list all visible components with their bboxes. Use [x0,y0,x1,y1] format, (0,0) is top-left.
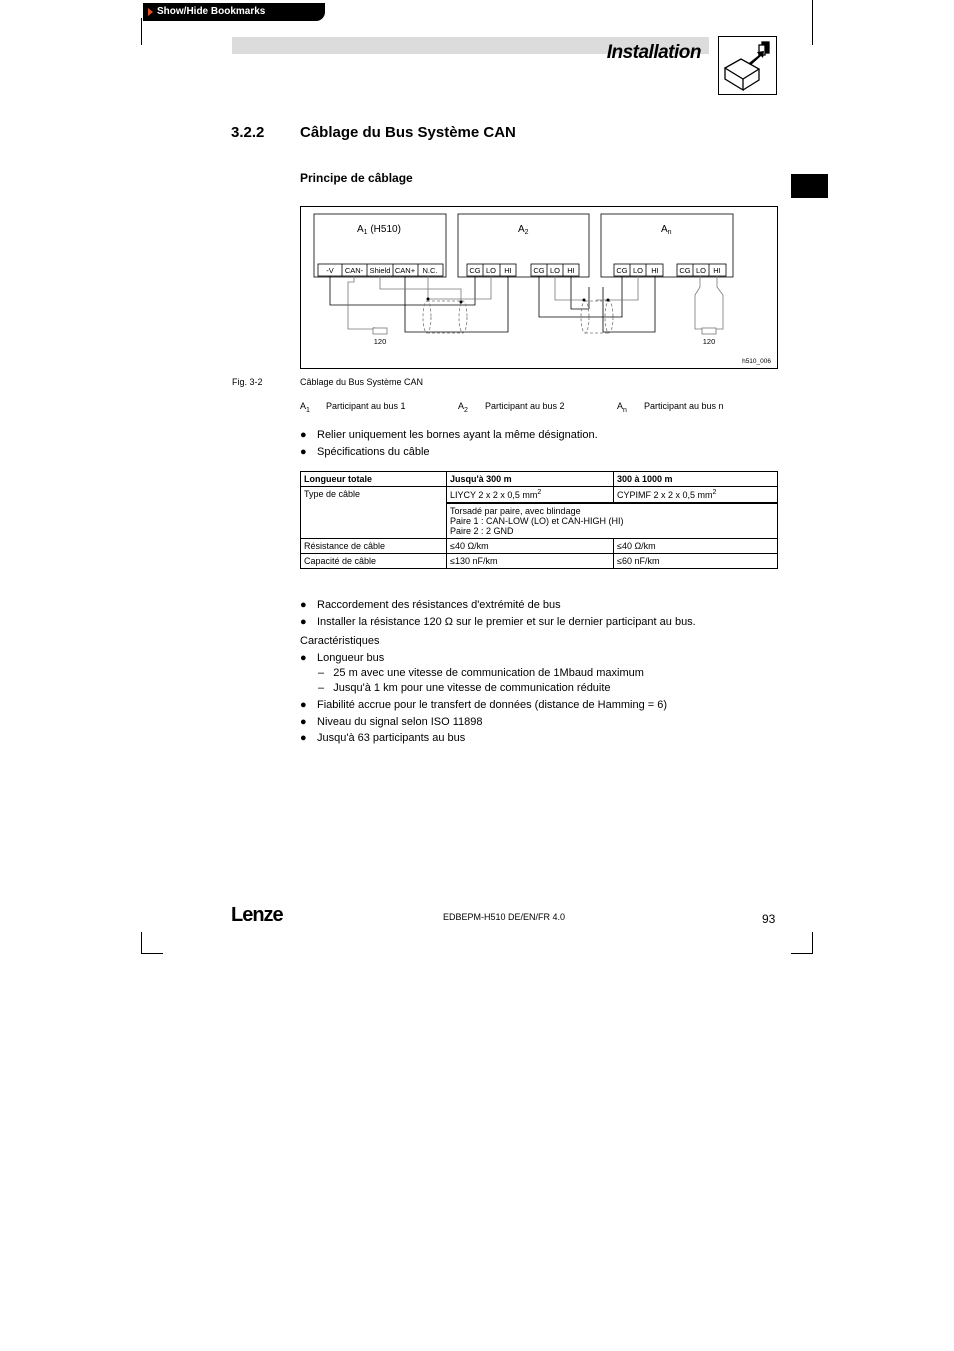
table-header: Longueur totale [301,472,447,487]
figure-caption: Câblage du Bus Système CAN [300,377,424,387]
crop-mark [812,932,813,954]
legend-item-an: $A_n$ [617,401,627,414]
terminal-label: HI [713,266,721,275]
terminal-label: HI [567,266,575,275]
sub-list-item: – 25 m avec une vitesse de communication de 1Mbaud maximum [318,667,644,679]
terminal-label: CG [533,266,545,275]
terminal-label: HI [651,266,659,275]
table-cell: Type de câble [301,487,447,539]
legend-item-a1: $A_1$ [300,401,310,414]
module-a2-title: $A_2$ [518,224,529,236]
table-row [301,487,778,504]
terminal-label: CAN+ [394,266,416,275]
table-cell: ≤60 nF/km [614,554,778,569]
terminal-label: LO [485,266,497,275]
table-cell: ≤130 nF/km [447,554,614,569]
terminal-label: CG [469,266,481,275]
crop-mark [812,0,813,45]
crop-mark [141,953,163,954]
section-title: Câblage du Bus Système CAN [300,124,516,141]
table-header: Jusqu'à 300 m [447,472,614,487]
chapter-tab [791,174,828,198]
cable-spec-table [300,471,778,569]
table-row [301,539,778,554]
terminal-label: LO [549,266,561,275]
installation-icon [718,36,777,95]
table-cell: LIYCY 2 x 2 x 0,5 $mm^2$ [447,487,614,504]
table-header: 300 à 1000 m [614,472,778,487]
legend-text-a1: Participant au bus 1 [326,401,406,411]
table-cell: ≤40 Ω/km [614,539,778,554]
table-cell: Torsadé par paire, avec blindage Paire 1 : CAN-LOW (LO) et CAN-HIGH (HI) Paire 2 : 2 GND [447,503,778,539]
crop-mark [141,18,142,45]
module-a1-title: $A_1$ (H510) [357,224,401,236]
bookmark-label: Show/Hide Bookmarks [157,6,266,17]
page-number: 93 [762,912,776,926]
terminal-label: LO [695,266,707,275]
show-hide-bookmarks-button[interactable] [143,3,325,21]
figure-id: h510_006 [742,358,771,365]
page-header-title: Installation [606,42,701,63]
terminal-label: HI [504,266,512,275]
crop-mark [141,932,142,954]
terminal-label: -V [326,266,334,275]
sub-list-item: – Jusqu'à 1 km pour une vitesse de communication réduite [318,682,611,694]
table-row [301,554,778,569]
resistor-label-left: 120 [373,337,387,346]
terminal-label: CAN- [344,266,364,275]
table-cell: Résistance de câble [301,539,447,554]
characteristics-title: Caractéristiques [300,635,380,647]
section-number: 3.2.2 [231,124,265,141]
can-wiring-diagram [300,206,778,369]
triangle-right-icon [148,8,153,16]
terminal-label: CG [679,266,691,275]
table-cell: ≤40 Ω/km [447,539,614,554]
crop-mark [791,953,813,954]
legend-item-a2: $A_2$ [458,401,468,414]
legend-text-a2: Participant au bus 2 [485,401,565,411]
table-cell: CYPIMF 2 x 2 x 0,5 $mm^2$ [614,487,778,504]
legend-text-an: Participant au bus n [644,401,724,411]
subsection-title: Principe de câblage [300,171,413,185]
figure-number: Fig. 3-2 [232,377,263,387]
terminal-label: CG [616,266,628,275]
lenze-logo: Lenze [231,904,283,926]
document-id: EDBEPM-H510 DE/EN/FR 4.0 [443,912,566,922]
terminal-label: N.C. [422,266,438,275]
table-cell: Capacité de câble [301,554,447,569]
resistor-label-right: 120 [702,337,716,346]
terminal-label: LO [632,266,644,275]
terminal-label: Shield [369,266,391,275]
module-an-title: $A_n$ [661,224,672,236]
table-row [301,472,778,487]
